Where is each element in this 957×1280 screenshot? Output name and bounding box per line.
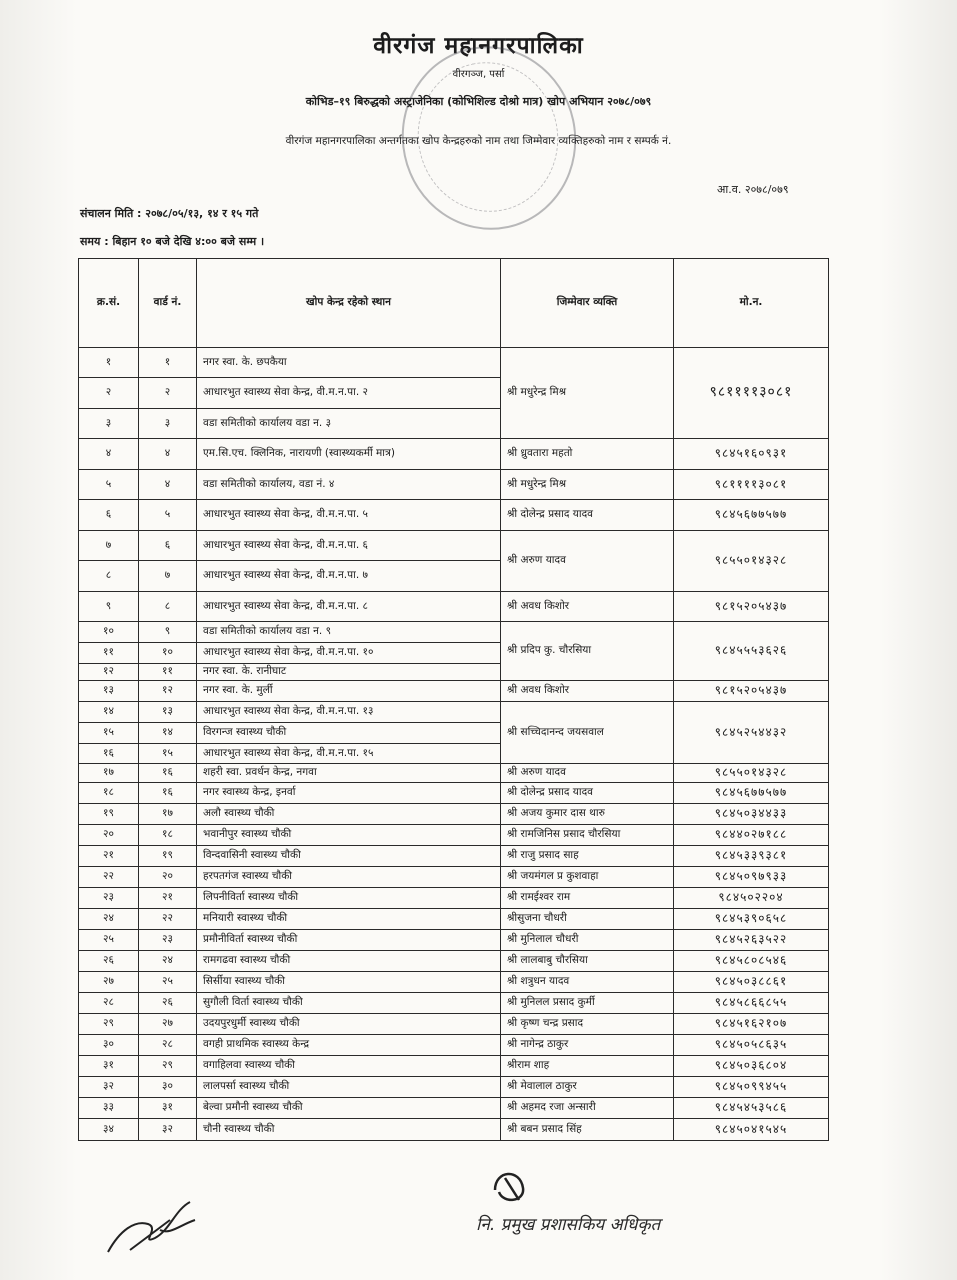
table-row [79,930,829,951]
responsible-person-cell: श्री अवध किशोर [501,592,674,622]
location-cell: वगाहिलवा स्वास्थ्य चौकी [197,1056,501,1077]
sn-cell: २० [79,825,139,846]
sn-cell: २६ [79,951,139,972]
mobile-number-cell: ९८१५२०५४३७ [674,681,829,702]
table-row [79,825,829,846]
mobile-number-cell: ९८४५८६६८५५ [674,993,829,1014]
responsible-person-cell: श्री अरुण यादव [501,531,674,592]
mobile-number-cell: ९८११११३०८१ [674,348,829,439]
mobile-number-cell: ९८४५०९९४५५ [674,1077,829,1098]
responsible-person-cell: श्री मेवालाल ठाकुर [501,1077,674,1098]
table-row [79,1098,829,1119]
responsible-person-cell: श्री मुनिलल प्रसाद कुर्मी [501,993,674,1014]
location-cell: प्रमौनीविर्ता स्वास्थ्य चौकी [197,930,501,951]
location-cell: नगर स्वास्थ्य केन्द्र, इनर्वा [197,783,501,804]
ward-cell: २८ [139,1035,197,1056]
sn-cell: ८ [79,561,139,592]
ward-cell: २० [139,867,197,888]
mobile-number-cell: ९८४५०३४४३३ [674,804,829,825]
mobile-number-cell: ९८४५१६२१०७ [674,1014,829,1035]
sn-cell: २२ [79,867,139,888]
ward-cell: १४ [139,723,197,744]
location-cell: वडा समितीको कार्यालय वडा न. ३ [197,409,501,439]
table-row [79,846,829,867]
location-cell: सिर्सीया स्वास्थ्य चौकी [197,972,501,993]
location-cell: विन्दवासिनी स्वास्थ्य चौकी [197,846,501,867]
ward-cell: २५ [139,972,197,993]
mobile-number-cell: ९८४५६७७५७७ [674,500,829,531]
sn-cell: १२ [79,664,139,681]
sn-cell: १९ [79,804,139,825]
ward-cell: ४ [139,470,197,500]
mobile-number-cell: ९८४५३३९३८१ [674,846,829,867]
sn-cell: ३ [79,409,139,439]
table-row [79,622,829,643]
sn-cell: ३२ [79,1077,139,1098]
ward-cell: २२ [139,909,197,930]
table-row [79,951,829,972]
responsible-person-cell: श्री दोलेन्द्र प्रसाद यादव [501,500,674,531]
table-row [79,439,829,470]
responsible-person-cell: श्रीसुजना चौधरी [501,909,674,930]
location-cell: उदयपुरधुर्मी स्वास्थ्य चौकी [197,1014,501,1035]
location-cell: आधारभुत स्वास्थ्य सेवा केन्द्र, वी.म.न.पा. ५ [197,500,501,531]
responsible-person-cell: श्री लालबाबु चौरसिया [501,951,674,972]
column-header-ward: वार्ड नं. [139,259,197,348]
ward-cell: १७ [139,804,197,825]
sn-cell: १६ [79,744,139,764]
mobile-number-cell: ९८४५०२२०४ [674,888,829,909]
mobile-number-cell: ९८५५०१४३२८ [674,764,829,783]
location-cell: मनियारी स्वास्थ्य चौकी [197,909,501,930]
responsible-person-cell: श्री राजु प्रसाद साह [501,846,674,867]
table-row [79,500,829,531]
mobile-number-cell: ९८४५२५४४३२ [674,702,829,764]
ward-cell: २६ [139,993,197,1014]
responsible-person-cell: श्री अहमद रजा अन्सारी [501,1098,674,1119]
ward-cell: १२ [139,681,197,702]
responsible-person-cell: श्री मधुरेन्द्र मिश्र [501,470,674,500]
location-cell: आधारभुत स्वास्थ्य सेवा केन्द्र, वी.म.न.पा. ६ [197,531,501,561]
responsible-person-cell: श्री जयमंगल प्र कुशवाहा [501,867,674,888]
table-row [79,1077,829,1098]
sn-cell: ७ [79,531,139,561]
ward-cell: २३ [139,930,197,951]
table-row [79,702,829,723]
responsible-person-cell: श्री मधुरेन्द्र मिश्र [501,348,674,439]
responsible-person-cell: श्री रामईश्वर राम [501,888,674,909]
sn-cell: १७ [79,764,139,783]
location-cell: शहरी स्वा. प्रवर्धन केन्द्र, नगवा [197,764,501,783]
city-subtitle: वीरगञ्ज, पर्सा [452,69,505,80]
responsible-person-cell: श्री प्रदिप कु. चौरसिया [501,622,674,681]
ward-cell: ३२ [139,1119,197,1141]
location-cell: आधारभुत स्वास्थ्य सेवा केन्द्र, वी.म.न.पा. ७ [197,561,501,592]
ward-cell: २१ [139,888,197,909]
mobile-number-cell: ९८४५२६३५२२ [674,930,829,951]
location-cell: वडा समितीको कार्यालय, वडा नं. ४ [197,470,501,500]
responsible-person-cell: श्री दोलेन्द्र प्रसाद यादव [501,783,674,804]
sn-cell: २३ [79,888,139,909]
ward-cell: १६ [139,783,197,804]
ward-cell: ९ [139,622,197,643]
table-row [79,909,829,930]
sn-cell: २९ [79,1014,139,1035]
responsible-person-cell: श्री सच्चिदानन्द जयसवाल [501,702,674,764]
location-cell: सुगौली विर्ता स्वास्थ्य चौकी [197,993,501,1014]
location-cell: आधारभुत स्वास्थ्य सेवा केन्द्र, वी.म.न.पा. १३ [197,702,501,723]
table-row [79,348,829,378]
sn-cell: ११ [79,643,139,664]
description-line: वीरगंज महानगरपालिका अन्तर्गतका खोप केन्द्रहरुको नाम तथा जिम्मेवार व्यक्तिहरुको नाम र सम्पर्क नं. [285,135,672,147]
table-row [79,1119,829,1141]
table-row [79,681,829,702]
column-header-mobile: मो.न. [674,259,829,348]
column-header-responsible: जिम्मेवार व्यक्ति [501,259,674,348]
sn-cell: २७ [79,972,139,993]
table-header-row [79,259,829,348]
handwritten-signature-left [100,1190,210,1260]
responsible-person-cell: श्री ध्रुवतारा महतो [501,439,674,470]
mobile-number-cell: ९८४५६७७५७७ [674,783,829,804]
location-cell: विरगन्ज स्वास्थ्य चौकी [197,723,501,744]
location-cell: आधारभुत स्वास्थ्य सेवा केन्द्र, वी.म.न.पा. २ [197,378,501,409]
ward-cell: १० [139,643,197,664]
ward-cell: ५ [139,500,197,531]
table-row [79,470,829,500]
sn-cell: ५ [79,470,139,500]
table-row [79,531,829,561]
location-cell: नगर स्वा. के. रानीघाट [197,664,501,681]
table-row [79,783,829,804]
vaccination-centers-table [78,258,829,1141]
ward-cell: ११ [139,664,197,681]
location-cell: वडा समितीको कार्यालय वडा न. ९ [197,622,501,643]
sn-cell: १० [79,622,139,643]
sn-cell: १५ [79,723,139,744]
mobile-number-cell: ९८४५०५८६३५ [674,1035,829,1056]
ward-cell: २४ [139,951,197,972]
mobile-number-cell: ९८४५८०८५४६ [674,951,829,972]
mobile-number-cell: ९८४५४५३५८६ [674,1098,829,1119]
ward-cell: ७ [139,561,197,592]
ward-cell: २९ [139,1056,197,1077]
sn-cell: १३ [79,681,139,702]
table-row [79,867,829,888]
mobile-number-cell: ९८४५०३६८०४ [674,1056,829,1077]
responsible-person-cell: श्री अजय कुमार दास थारु [501,804,674,825]
mobile-number-cell: ९८४५३९०६५८ [674,909,829,930]
mobile-number-cell: ९८४५५५३६२६ [674,622,829,681]
responsible-person-cell: श्री शत्रुधन यादव [501,972,674,993]
mobile-number-cell: ९८४५१६०९३१ [674,439,829,470]
mobile-number-cell: ९८११११३०८१ [674,470,829,500]
table-row [79,764,829,783]
location-cell: नगर स्वा. के. छपकैया [197,348,501,378]
column-header-sn: क्र.सं. [79,259,139,348]
ward-cell: १ [139,348,197,378]
responsible-person-cell: श्री रामजिनिस प्रसाद चौरसिया [501,825,674,846]
ward-cell: ४ [139,439,197,470]
location-cell: लालपर्सा स्वास्थ्य चौकी [197,1077,501,1098]
location-cell: भवानीपुर स्वास्थ्य चौकी [197,825,501,846]
responsible-person-cell: श्री नागेन्द्र ठाकुर [501,1035,674,1056]
sn-cell: १ [79,348,139,378]
sn-cell: ३४ [79,1119,139,1141]
location-cell: रामगढवा स्वास्थ्य चौकी [197,951,501,972]
ward-cell: १६ [139,764,197,783]
responsible-person-cell: श्री अवध किशोर [501,681,674,702]
sn-cell: ३१ [79,1056,139,1077]
sn-cell: ४ [79,439,139,470]
responsible-person-cell: श्री मुनिलाल चौधरी [501,930,674,951]
table-row [79,1035,829,1056]
sn-cell: ६ [79,500,139,531]
table-row [79,1056,829,1077]
sn-cell: १८ [79,783,139,804]
location-cell: हरपतगंज स्वास्थ्य चौकी [197,867,501,888]
table-row [79,804,829,825]
location-cell: एम.सि.एच. क्लिनिक, नारायणी (स्वास्थ्यकर्मी मात्र) [197,439,501,470]
sn-cell: २ [79,378,139,409]
ward-cell: १५ [139,744,197,764]
location-cell: बेल्वा प्रमौनी स्वास्थ्य चौकी [197,1098,501,1119]
column-header-location: खोप केन्द्र रहेको स्थान [197,259,501,348]
location-cell: नगर स्वा. के. मुर्ली [197,681,501,702]
sn-cell: ३० [79,1035,139,1056]
ward-cell: ६ [139,531,197,561]
mobile-number-cell: ९८४५०९७९३३ [674,867,829,888]
ward-cell: ८ [139,592,197,622]
sn-cell: १४ [79,702,139,723]
page-title: वीरगंज महानगरपालिका [373,33,584,59]
location-cell: आधारभुत स्वास्थ्य सेवा केन्द्र, वी.म.न.पा. १५ [197,744,501,764]
table-row [79,592,829,622]
sn-cell: २८ [79,993,139,1014]
ward-cell: २७ [139,1014,197,1035]
ward-cell: ३ [139,409,197,439]
location-cell: चौनी स्वास्थ्य चौकी [197,1119,501,1141]
ward-cell: २ [139,378,197,409]
mobile-number-cell: ९८४४०२७१८८ [674,825,829,846]
fiscal-year: आ.व. २०७८/०७९ [717,183,789,196]
mobile-number-cell: ९८४५०३८८६१ [674,972,829,993]
sn-cell: २४ [79,909,139,930]
responsible-person-cell: श्रीराम शाह [501,1056,674,1077]
ward-cell: ३१ [139,1098,197,1119]
sn-cell: २५ [79,930,139,951]
table-row [79,888,829,909]
ward-cell: १९ [139,846,197,867]
responsible-person-cell: श्री अरुण यादव [501,764,674,783]
sn-cell: ३३ [79,1098,139,1119]
location-cell: आधारभुत स्वास्थ्य सेवा केन्द्र, वी.म.न.पा. १० [197,643,501,664]
operation-time: समय : बिहान १० बजे देखि ४:०० बजे सम्म । [80,235,265,248]
table-row [79,972,829,993]
sn-cell: ९ [79,592,139,622]
responsible-person-cell: श्री बबन प्रसाद सिंह [501,1119,674,1141]
campaign-title: कोभिड–१९ बिरुद्धको अस्ट्राजेनिका (कोभिशिल्ड दोश्रो मात्र) खोप अभियान २०७८/०७९ [305,95,652,108]
ward-cell: ३० [139,1077,197,1098]
responsible-person-cell: श्री कृष्ण चन्द्र प्रसाद [501,1014,674,1035]
location-cell: लिपनीविर्ता स्वास्थ्य चौकी [197,888,501,909]
location-cell: अलौ स्वास्थ्य चौकी [197,804,501,825]
mobile-number-cell: ९८१५२०५४३७ [674,592,829,622]
table-row [79,993,829,1014]
handwritten-signature-mark [485,1160,535,1210]
mobile-number-cell: ९८४५०४१५४५ [674,1119,829,1141]
location-cell: आधारभुत स्वास्थ्य सेवा केन्द्र, वी.म.न.पा. ८ [197,592,501,622]
table-row [79,1014,829,1035]
ward-cell: १३ [139,702,197,723]
designation-text: नि. प्रमुख प्रशासकिय अधिकृत [476,1215,661,1235]
ward-cell: १८ [139,825,197,846]
sn-cell: २१ [79,846,139,867]
mobile-number-cell: ९८५५०१४३२८ [674,531,829,592]
location-cell: वगही प्राथमिक स्वास्थ्य केन्द्र [197,1035,501,1056]
operation-date: संचालन मिति : २०७८/०५/१३, १४ र १५ गते [80,207,259,220]
